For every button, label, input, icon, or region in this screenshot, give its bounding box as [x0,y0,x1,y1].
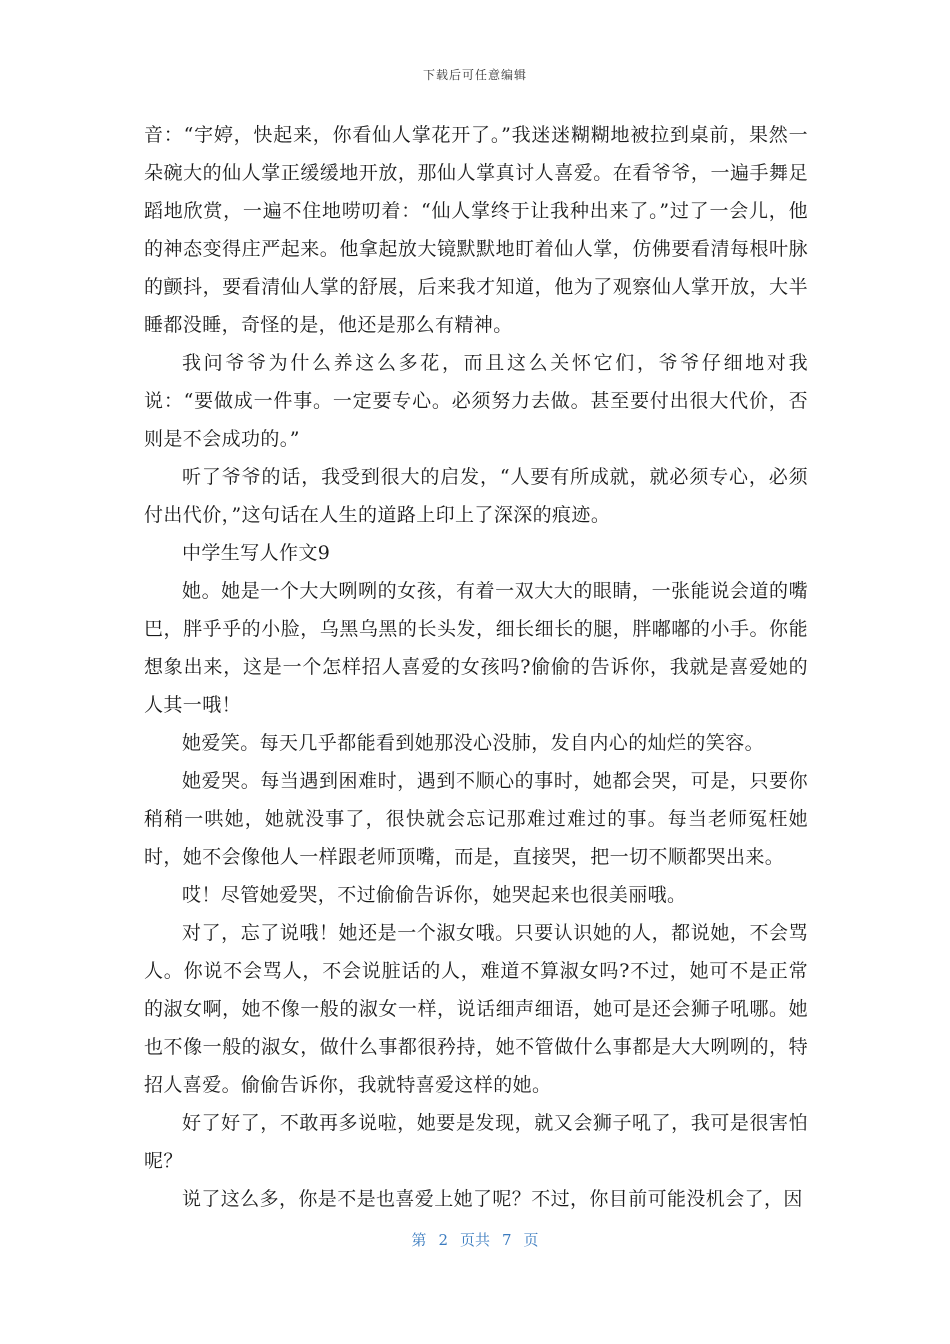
paragraph: 我问爷爷为什么养这么多花，而且这么关怀它们，爷爷仔细地对我说：“要做成一件事。一定要专心。必须努力去做。甚至要付出很大代价，否则是不会成功的。” [144,352,808,450]
footer-of-label: 页共 [459,1231,490,1249]
paragraph: 她爱哭。每当遇到困难时，遇到不顺心的事时，她都会哭，可是，只要你稍稍一哄她，她就没事了，很快就会忘记那难过难过的事。每当老师冤枉她时，她不会像他人一样跟老师顶嘴，而是，直接哭，把一切不顺都哭出来。 [144,770,808,868]
paragraph: 她。她是一个大大咧咧的女孩，有着一双大大的眼睛，一张能说会道的嘴巴，胖乎乎的小脸，乌黑乌黑的长头发，细长细长的腿，胖嘟嘟的小手。你能想象出来，这是一个怎样招人喜爱的女孩吗?偷偷的告诉你，我就是喜爱她的人其一哦！ [144,580,808,716]
section-heading: 中学生写人作文9 [182,542,331,564]
paragraph: 音：“宇婷，快起来，你看仙人掌花开了。”我迷迷糊糊地被拉到桌前，果然一朵碗大的仙人掌正缓缓地开放，那仙人掌真讨人喜爱。在看爷爷，一遍手舞足蹈地欣赏，一遍不住地唠叨着：“仙人掌终于让我种出来了。”过了一会儿，他的神态变得庄严起来。他拿起放大镜默默地盯着仙人掌，仿佛要看清每根叶脉的颤抖，要看清仙人掌的舒展，后来我才知道，他为了观察仙人掌开放，大半睡都没睡，奇怪的是，他还是那么有精神。 [144,124,808,336]
footer-page-label: 第 [411,1231,427,1249]
document-body [144,116,808,1218]
paragraph: 她爱笑。每天几乎都能看到她那没心没肺，发自内心的灿烂的笑容。 [182,732,765,754]
page-header: 下载后可任意编辑 [422,68,527,82]
paragraph: 说了这么多，你是不是也喜爱上她了呢？不过，你目前可能没机会了，因 [182,1188,803,1210]
page-footer [0,1229,950,1250]
footer-end-label: 页 [523,1231,539,1249]
footer-current-page: 2 [438,1231,448,1249]
paragraph: 听了爷爷的话，我受到很大的启发，“人要有所成就，就必须专心，必须付出代价，”这句话在人生的道路上印上了深深的痕迹。 [144,466,808,526]
paragraph: 好了好了，不敢再多说啦，她要是发现，就又会狮子吼了，我可是很害怕呢？ [144,1112,808,1172]
paragraph: 对了，忘了说哦！她还是一个淑女哦。只要认识她的人，都说她，不会骂人。你说不会骂人，不会说脏话的人，难道不算淑女吗?不过，她可不是正常的淑女啊，她不像一般的淑女一样，说话细声细语，她可是还会狮子吼哪。她也不像一般的淑女，做什么事都很矜持，她不管做什么事都是大大咧咧的，特招人喜爱。偷偷告诉你，我就特喜爱这样的她。 [144,922,808,1096]
footer-total-pages: 7 [502,1231,512,1249]
paragraph: 哎！尽管她爱哭，不过偷偷告诉你，她哭起来也很美丽哦。 [182,884,687,906]
